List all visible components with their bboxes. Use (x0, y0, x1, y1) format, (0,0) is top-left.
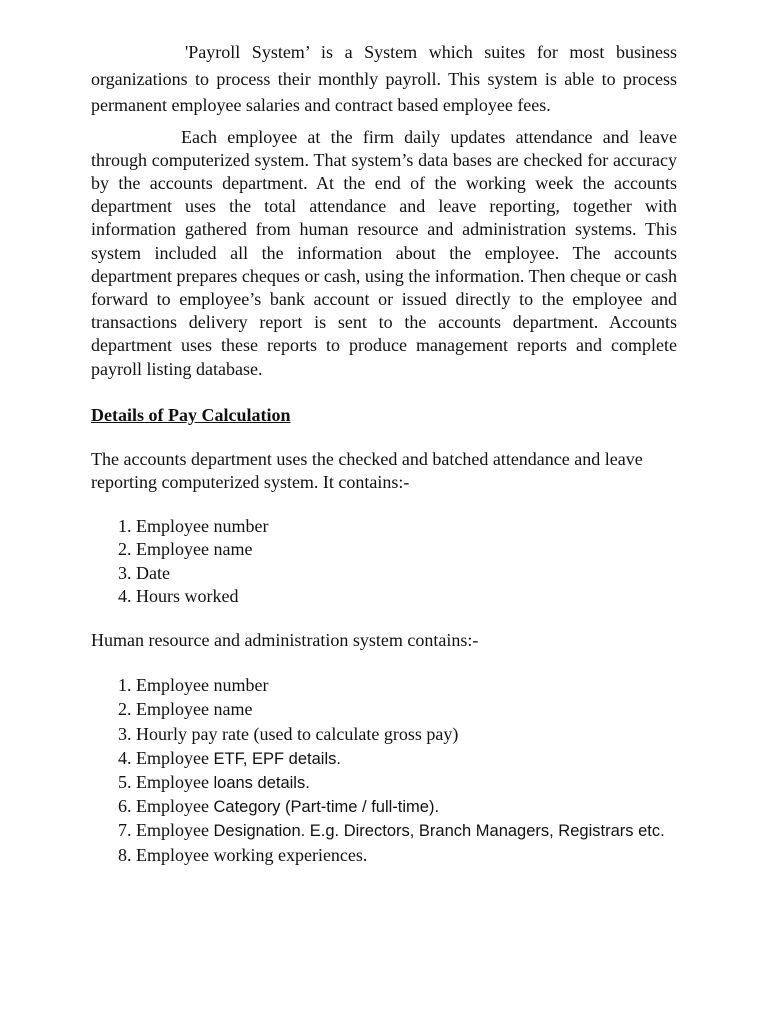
list-item: 2. Employee name (136, 538, 677, 561)
item-text-sans: Category (Part-time / full-time). (213, 798, 440, 817)
item-text-sans: ETF, EPF details. (213, 749, 341, 768)
list-item (136, 674, 677, 698)
list-item (136, 747, 677, 771)
list-item (136, 795, 677, 819)
hr-fields-list (91, 674, 677, 868)
list-item (136, 698, 677, 722)
section-heading: Details of Pay Calculation (91, 404, 291, 425)
item-text: Employee number (136, 675, 269, 696)
item-text: Employee (136, 747, 214, 768)
list-item: 4. Hours worked (136, 585, 677, 608)
accounts-intro: The accounts department uses the checked and batched attendance and leave reporting computerized system. It contains:- (91, 448, 643, 492)
item-text: Employee (136, 771, 214, 792)
attendance-fields-list (91, 515, 677, 608)
hr-intro: Human resource and administration system contains:- (91, 629, 479, 650)
item-text-sans: loans details. (213, 773, 310, 792)
list-item (136, 771, 677, 795)
list-item: 3. Date (136, 562, 677, 585)
item-text: Employee working experiences. (136, 844, 368, 865)
item-text: Hourly pay rate (used to calculate gross pay) (136, 723, 459, 744)
item-text-sans: Designation. E.g. Directors, Branch Managers, Registrars etc. (213, 822, 665, 841)
process-paragraph: Each employee at the firm daily updates attendance and leave through computerized system. That system’s data bases are checked for accuracy by the accounts department. At the end of the working week the accounts department uses the total attendance and leave reporting, together with information gathered from human resource and administration systems. This system included all the information about the employee. The accounts department prepares cheques or cash, using the information. Then cheque or cash forward to employee’s bank account or issued directly to the employee and transactions delivery report is sent to the accounts department. Accounts department uses these reports to produce management reports and complete payroll listing database. (91, 126, 677, 379)
list-item: 1. Employee number (136, 515, 677, 538)
item-text: Employee (136, 796, 214, 817)
list-item (136, 844, 677, 868)
intro-paragraph: 'Payroll System’ is a System which suites for most business organizations to process their monthly payroll. This system is able to process permanent employee salaries and contract based employee fees. (91, 42, 677, 115)
item-text: Employee name (136, 699, 253, 720)
item-text: Employee (136, 820, 214, 841)
list-item (136, 819, 677, 843)
list-item (136, 723, 677, 747)
